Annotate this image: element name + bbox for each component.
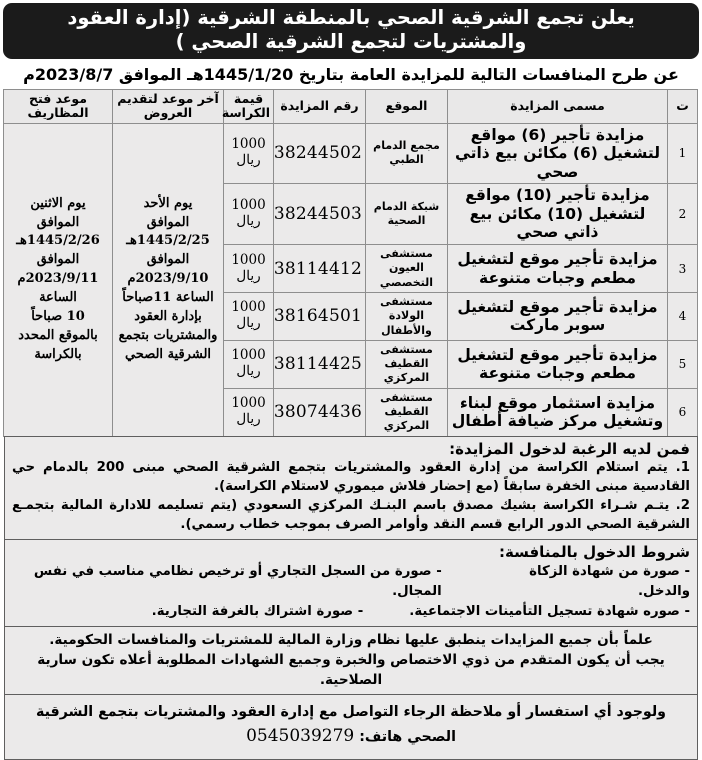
bid-name: مزايدة تأجير (10) مواقع لتشغيل (10) مكائن بيع ذاتي صحي bbox=[448, 184, 668, 245]
bid-number: 38244502 bbox=[274, 123, 366, 184]
bid-number: 38164501 bbox=[274, 292, 366, 340]
col-header-name: مسمى المزايدة bbox=[448, 89, 668, 123]
bid-number: 38114412 bbox=[274, 245, 366, 293]
bid-location: مستشفى العيون التخصصي bbox=[366, 245, 448, 293]
regulation-box bbox=[4, 627, 698, 695]
condition-item: - صوره شهادة تسجيل التأمينات الاجتماعية. bbox=[409, 604, 690, 619]
contact-box bbox=[4, 695, 698, 760]
announcement-banner-title: يعلن تجمع الشرقية الصحي بالمنطقة الشرقية (إدارة العقود والمشتريات لتجمع الشرقية الصحي ) bbox=[3, 3, 699, 59]
bid-location: شبكة الدمام الصحية bbox=[366, 184, 448, 245]
bids-table bbox=[3, 89, 698, 437]
bids-table-head bbox=[4, 89, 698, 123]
col-header-location: الموقع bbox=[366, 89, 448, 123]
header-banner-container bbox=[0, 0, 702, 59]
contact-phone-number[interactable]: 0545039279 bbox=[246, 725, 355, 746]
open-envelopes-line: يوم الاثنين bbox=[30, 195, 86, 211]
condition-item: - صورة من شهادة الزكاة والدخل. bbox=[529, 564, 690, 600]
contact-text: ولوجود أي استفسار أو ملاحظة الرجاء التواصل مع إدارة العقود والمشتريات بتجمع الشرقية الصحي هاتف: bbox=[36, 704, 666, 745]
bid-name: مزايدة تأجير موقع لتشغيل مطعم وجبات متنوعة bbox=[448, 245, 668, 293]
col-header-number: رقم المزايدة bbox=[274, 89, 366, 123]
submit-deadline-line: والمشتريات بتجمع bbox=[118, 327, 218, 343]
submit-deadline-line: الموافق bbox=[146, 214, 190, 230]
col-header-price: قيمة الكراسة bbox=[224, 89, 274, 123]
open-envelopes-line: بالكراسة bbox=[34, 346, 82, 362]
open-envelopes-line: الساعة bbox=[39, 289, 77, 305]
bid-name: مزايدة استثمار موقع لبناء وتشغيل مركز ضيافة أطفال bbox=[448, 388, 668, 436]
open-envelopes-line: 10 صباحاً bbox=[31, 308, 85, 324]
bids-table-container bbox=[0, 89, 702, 437]
bid-price: 1000 ريال bbox=[224, 123, 274, 184]
condition-row bbox=[12, 562, 690, 602]
open-envelopes-line: بالموقع المحدد bbox=[18, 327, 98, 343]
announcement-subtitle: عن طرح المنافسات التالية للمزايدة العامة بتاريخ 1445/1/20هـ الموافق 2023/8/7م bbox=[23, 64, 679, 84]
bids-table-body bbox=[4, 123, 698, 436]
open-envelopes-line: 1445/2/26هـ bbox=[16, 233, 100, 249]
row-index: 1 bbox=[668, 123, 698, 184]
row-index: 2 bbox=[668, 184, 698, 245]
col-header-submit-deadline: آخر موعد لتقديم العروض bbox=[113, 89, 224, 123]
regulation-line: يجب أن يكون المتقدم من ذوي الاختصاص والخبرة وجميع الشهادات المطلوبة أعلاه تكون سارية الصلاحية. bbox=[37, 652, 665, 689]
bid-name: مزايدة تأجير موقع لتشغيل مطعم وجبات متنوعة bbox=[448, 340, 668, 388]
open-envelopes-line: 2023/9/11م bbox=[17, 271, 99, 287]
condition-row bbox=[12, 602, 690, 622]
submit-deadline-line: 1445/2/25هـ bbox=[126, 233, 210, 249]
col-header-index: ت bbox=[668, 89, 698, 123]
open-envelopes-line: الموافق bbox=[36, 214, 80, 230]
bid-number: 38074436 bbox=[274, 388, 366, 436]
contact-line bbox=[12, 698, 690, 755]
open-envelopes-cell bbox=[4, 123, 113, 436]
bid-location: مستشفى القطيف المركزي bbox=[366, 340, 448, 388]
row-index: 6 bbox=[668, 388, 698, 436]
entry-instruction-item: 1. يتم استلام الكراسة من إدارة العقود والمشتريات بتجمع الشرقية الصحي مبنى 200 بالدمام حي القادسية مبنى الخفرة سابقاً (مع إحضار فلاش ميموري لاستلام الكراسة). bbox=[12, 460, 691, 494]
table-row bbox=[4, 123, 698, 184]
submit-deadline-line: 2023/9/10م bbox=[127, 271, 209, 287]
entry-instruction-item: 2. يتـم شـراء الكراسة بشيك مصدق باسم البنـك المركزي السعودي (يتم تسليمه للادارة المالية بتجمـع الشرقية الصحي الدور الرابع قسم النقد وأوامر الصرف بموجب خطاب رسمي). bbox=[12, 497, 690, 532]
submit-deadline-line: بإدارة العقود bbox=[134, 308, 202, 324]
bid-location: مستشفى الولادة والأطفال bbox=[366, 292, 448, 340]
bid-name: مزايدة تأجير موقع لتشغيل سوبر ماركت bbox=[448, 292, 668, 340]
bid-price: 1000 ريال bbox=[224, 245, 274, 293]
bid-price: 1000 ريال bbox=[224, 292, 274, 340]
submit-deadline-line: يوم الأحد bbox=[143, 195, 193, 211]
conditions-heading: شروط الدخول بالمنافسة: bbox=[499, 542, 690, 561]
bid-location: مستشفى القطيف المركزي bbox=[366, 388, 448, 436]
table-header-row bbox=[4, 89, 698, 123]
bid-name: مزايدة تأجير (6) مواقع لتشغيل (6) مكائن بيع ذاتي صحي bbox=[448, 123, 668, 184]
entry-instructions-box bbox=[4, 436, 698, 540]
submit-deadline-line: الشرقية الصحي bbox=[124, 346, 212, 362]
submit-deadline-cell bbox=[113, 123, 224, 436]
submit-deadline-line: الساعة 11صباحاً bbox=[122, 289, 214, 305]
open-envelopes-line: الموافق bbox=[36, 252, 80, 268]
col-header-open-envelopes: موعد فتح المظاريف bbox=[4, 89, 113, 123]
row-index: 3 bbox=[668, 245, 698, 293]
condition-item: - صورة اشتراك بالغرفة التجارية. bbox=[151, 604, 364, 619]
entry-instructions-heading: فمن لديه الرغبة لدخول المزايدة: bbox=[449, 439, 690, 458]
regulation-line: علماً بأن جميع المزايدات ينطبق عليها نظام وزارة المالية للمشتريات والمنافسات الحكومية. bbox=[49, 631, 653, 648]
submit-deadline-line: الموافق bbox=[146, 252, 190, 268]
bid-price: 1000 ريال bbox=[224, 340, 274, 388]
condition-item: - صورة من السجل التجاري أو ترخيص نظامي مناسب في نفس المجال. bbox=[33, 564, 442, 600]
row-index: 4 bbox=[668, 292, 698, 340]
row-index: 5 bbox=[668, 340, 698, 388]
notes-section bbox=[0, 436, 702, 760]
conditions-box bbox=[4, 540, 698, 627]
bid-price: 1000 ريال bbox=[224, 388, 274, 436]
bid-number: 38244503 bbox=[274, 184, 366, 245]
bid-location: مجمع الدمام الطبي bbox=[366, 123, 448, 184]
bid-price: 1000 ريال bbox=[224, 184, 274, 245]
bid-number: 38114425 bbox=[274, 340, 366, 388]
